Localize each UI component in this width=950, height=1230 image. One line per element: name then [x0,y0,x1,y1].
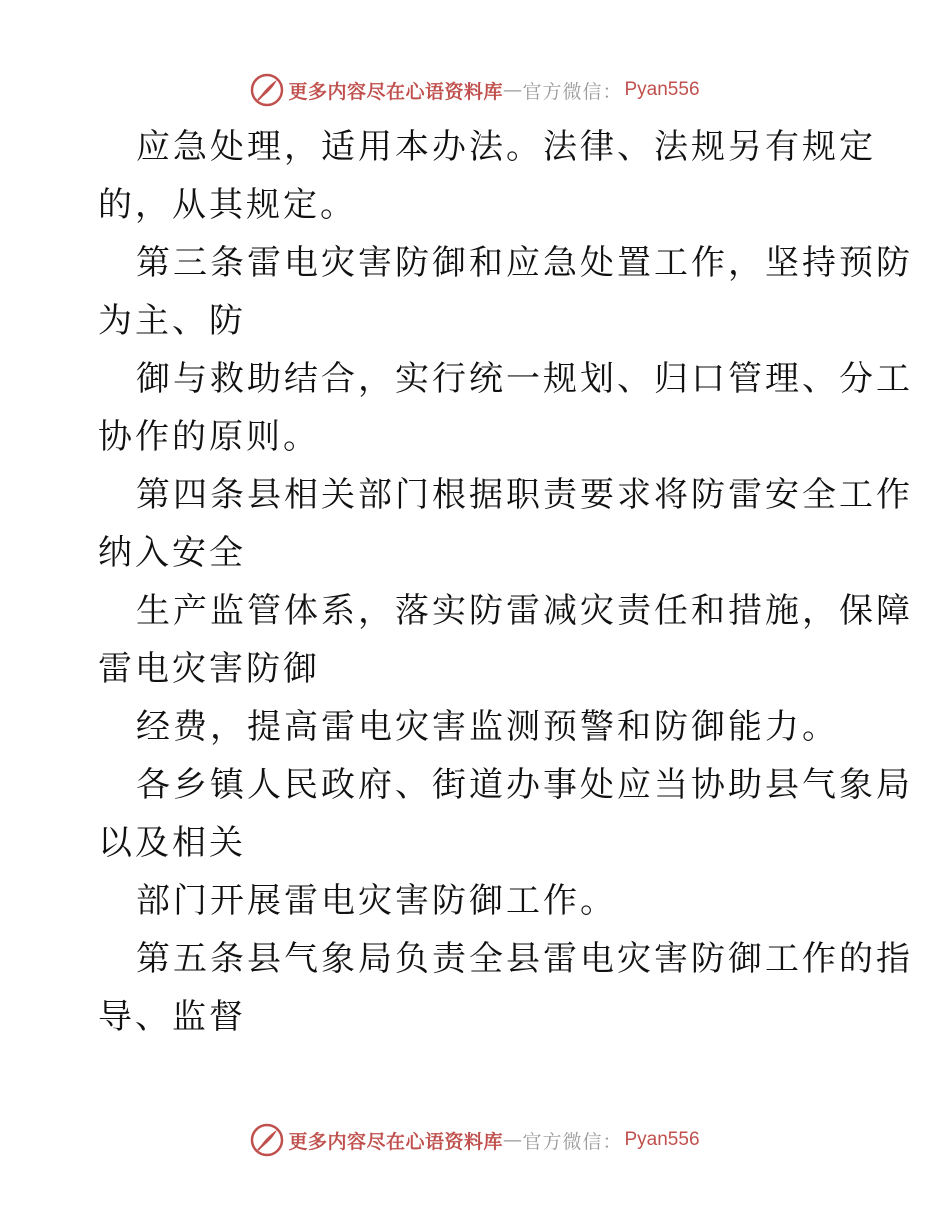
text-line: 协作的原则。 [98,417,320,457]
text-line: 第四条县相关部门根据职责要求将防雷安全工作 [136,475,913,515]
header-watermark [0,70,950,110]
text-line: 生产监管体系，落实防雷减灾责任和措施，保障 [136,591,913,631]
text-line: 各乡镇人民政府、街道办事处应当协助县气象局 [136,765,913,805]
text-line: 纳入安全 [98,533,246,573]
text-line: 御与救助结合，实行统一规划、归口管理、分工 [136,359,913,399]
banner-text: 更多内容尽在心语资料库 [288,1130,503,1153]
quill-logo-icon [250,73,284,107]
banner-wechat-id: Pyan556 [624,79,700,100]
text-line: 为主、防 [98,301,246,341]
text-line: 第三条雷电灾害防御和应急处置工作，坚持预防 [136,243,913,283]
banner-text: 更多内容尽在心语资料库 [288,80,503,103]
banner-official-label: 官方微信： [522,1130,623,1153]
text-line: 的，从其规定。 [98,185,357,225]
text-line: 部门开展雷电灾害防御工作。 [136,881,617,921]
text-line: 第五条县气象局负责全县雷电灾害防御工作的指 [136,939,913,979]
banner-wechat-id: Pyan556 [624,1129,700,1150]
document-body [98,118,913,1046]
text-line: 经费，提高雷电灾害监测预警和防御能力。 [136,707,839,747]
banner-dash: — [502,79,523,101]
text-line: 应急处理，适用本办法。法律、法规另有规定 [136,127,876,167]
text-line: 雷电灾害防御 [98,649,320,689]
text-line: 导、监督 [98,997,246,1037]
footer-watermark [0,1120,950,1160]
text-line: 以及相关 [98,823,246,863]
banner-dash: — [502,1129,523,1151]
quill-logo-icon [250,1123,284,1157]
banner-official-label: 官方微信： [522,80,623,103]
